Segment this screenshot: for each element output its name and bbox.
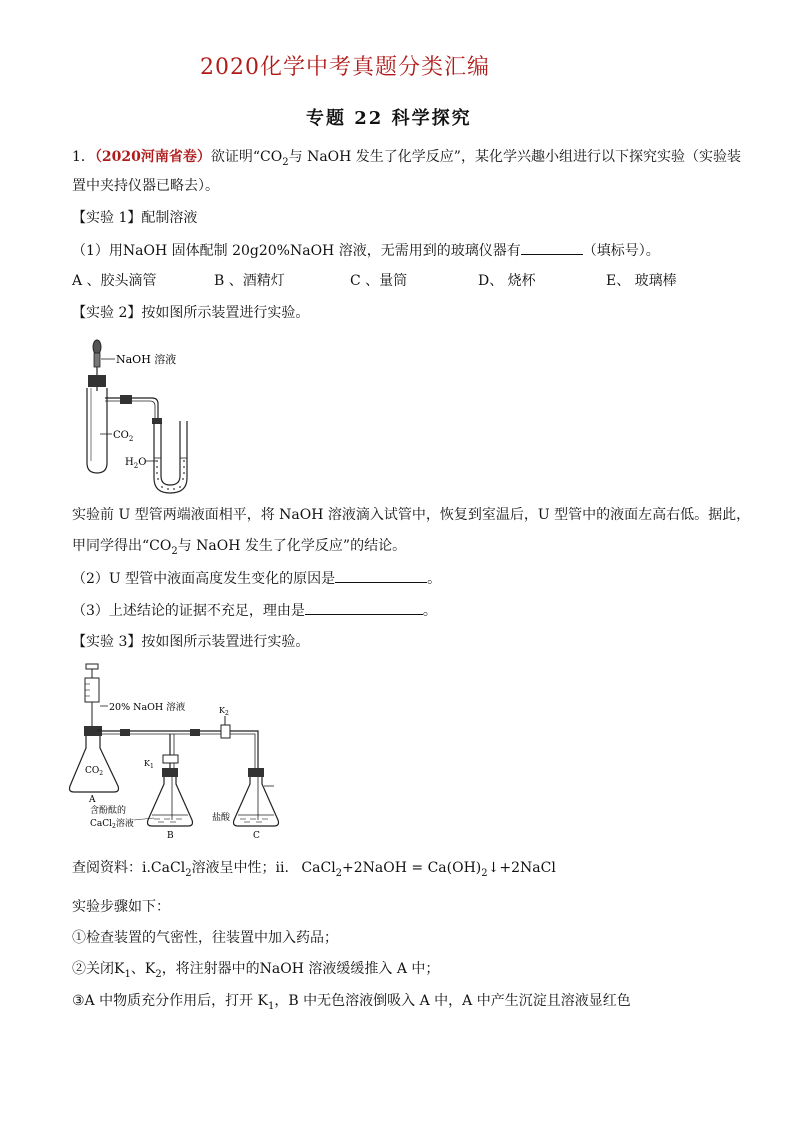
test-tube (87, 388, 107, 473)
k2-valve (221, 725, 230, 738)
question-number: 1． (72, 149, 95, 165)
exp2-heading: 【实验 2】按如图所示装置进行实验。 (72, 305, 310, 321)
document-title: 2020化学中考真题分类汇编 (200, 55, 490, 80)
intro-text-cont: 与 NaOH 发生了化学反应”，某化学兴趣小组进行以下探究实验（实验装 (288, 149, 741, 165)
label-b: B (167, 831, 174, 841)
option-c: C 、量筒 (350, 273, 408, 289)
question-3: （3）上述结论的证据不充足，理由是 。 (72, 600, 437, 621)
subscript: 2 (171, 545, 178, 557)
answer-blank[interactable] (335, 568, 427, 583)
cacl2-label: CaCl$_2$溶液 (90, 819, 134, 830)
option-e: E、 玻璃棒 (606, 273, 677, 289)
step-1: ①检查装置的气密性，往装置中加入药品； (72, 930, 338, 946)
q2-text: （2）U 型管中液面高度发生变化的原因是 (72, 571, 336, 587)
co2-label: $CO_2$ (85, 766, 104, 777)
q1-text: （1）用NaOH 固体配制 20g20%NaOH 溶液，无需用到的玻璃仪器有 (72, 243, 521, 259)
intro-text: 欲证明“CO (210, 149, 283, 165)
answer-blank[interactable] (305, 600, 423, 615)
flask-b (148, 777, 193, 826)
exp2-paragraph-line2 (72, 536, 406, 562)
experiment-3-figure (62, 660, 292, 845)
step-3: ③A 中物质充分作用后，打开 $K_1$，B 中无色溶液倒吸入 A 中，A 中产生沉淀且溶液显红色 (72, 993, 631, 1012)
naoh-label: NaOH 溶液 (116, 353, 177, 366)
option-a: A 、胶头滴管 (72, 273, 157, 289)
stopper-a (84, 726, 102, 736)
flask-c (234, 777, 279, 826)
question-source: （2020河南省卷） (94, 149, 211, 165)
steps-heading: 实验步骤如下： (72, 899, 170, 915)
q1-text-end: （填标号）。 (582, 243, 660, 259)
stopper-c (248, 768, 264, 777)
ref-text-b: 溶液呈中性；ii. (191, 860, 289, 876)
subscript: 2 (185, 867, 192, 879)
reaction-equation: CaCl$_2$+2NaOH = $Ca(OH)_2↓+2NaCl$ (301, 860, 556, 879)
q3-text: （3）上述结论的证据不充足，理由是 (72, 603, 305, 619)
tube-clip (120, 395, 132, 404)
option-d: D、 烧杯 (478, 273, 536, 289)
experiment-2-figure (70, 333, 210, 498)
k1-label: $K_1$ (144, 759, 154, 770)
dropper-bulb (93, 340, 101, 354)
subscript: 2 (282, 156, 289, 168)
exp1-question (72, 240, 660, 261)
rubber-stopper (88, 375, 106, 387)
ref-text: 查阅资料：i.CaCl (72, 860, 186, 876)
question-2: （2）U 型管中液面高度发生变化的原因是 。 (72, 568, 441, 589)
step-2: ②关闭$K_1$、$K_2$，将注射器中的NaOH 溶液缓缓推入 A 中； (72, 961, 440, 980)
answer-blank[interactable] (521, 240, 583, 255)
label-c: C (253, 831, 260, 841)
naoh-label: 20% NaOH 溶液 (109, 702, 186, 713)
flask-a (70, 736, 119, 792)
k2-label: $K_2$ (219, 706, 229, 717)
reference-info (72, 858, 556, 884)
stopper-b (162, 768, 178, 777)
k1-valve (163, 755, 178, 763)
h2o-label: $H_2O$ (125, 457, 147, 470)
exp3-heading: 【实验 3】按如图所示装置进行实验。 (72, 634, 310, 650)
co2-label: $CO_2$ (113, 430, 134, 443)
question-intro (72, 147, 741, 173)
para-text-end: 与 NaOH 发生了化学反应”的结论。 (177, 538, 407, 554)
u-tube (154, 421, 187, 493)
para-text: 甲同学得出“CO (72, 538, 172, 554)
phenol-label: 含酚酞的 (90, 806, 127, 816)
label-a: A (89, 795, 96, 805)
intro-line-2: 置中夹持仪器已略去）。 (72, 178, 219, 194)
topic-title: 专题 22 科学探究 (306, 108, 472, 129)
exp2-paragraph-line1: 实验前 U 型管两端液面相平，将 NaOH 溶液滴入试管中，恢复到室温后，U 型管中的液面左高右低。据此， (72, 507, 751, 523)
hcl-label: 盐酸 (212, 813, 231, 823)
exp1-heading: 【实验 1】配制溶液 (72, 210, 198, 226)
option-b: B 、酒精灯 (214, 273, 285, 289)
